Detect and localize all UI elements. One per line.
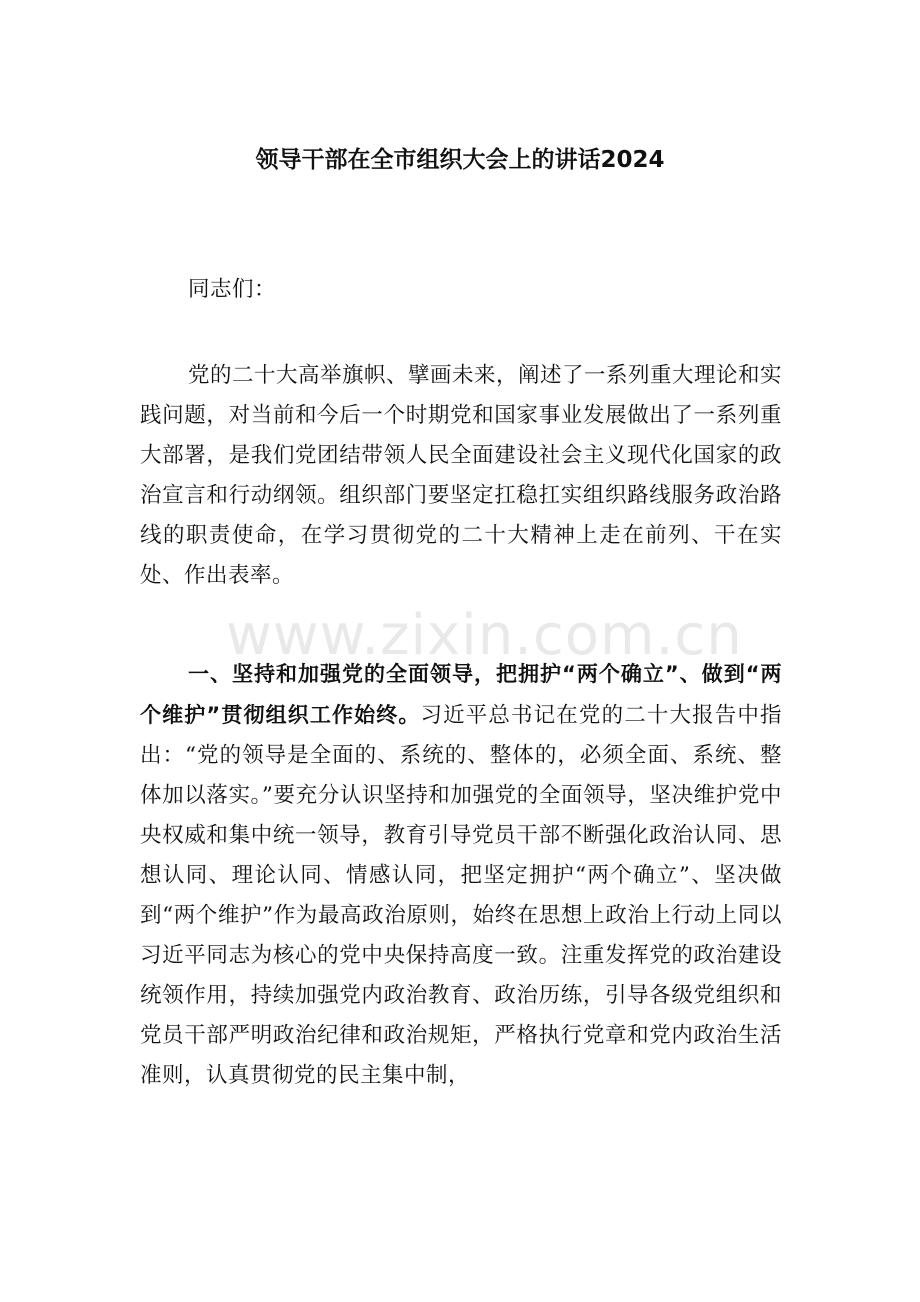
document-title: 领导干部在全市组织大会上的讲话2024 [255,147,665,173]
section-body-text: 习近平总书记在党的二十大报告中指出：“党的领导是全面的、系统的、整体的，必须全面、系统、整体加以落实。”要充分认识坚持和加强党的全面领导，坚决维护党中央权威和集中统一领导，教育引导党员干部不断强化政治认同、思想认同、理论认同、情感认同，把坚定拥护“两个确立”、坚决做到“两个维护”作为最高政治原则，始终在思想上政治上行动上同以习近平同志为核心的党中央保持高度一致。注重发挥党的政治建设统领作用，持续加强党内政治教育、政治历练，引导各级党组织和党员干部严明政治纪律和政治规矩，严格执行党章和党内政治生活准则，认真贯彻党的民主集中制， [140,703,782,1088]
salutation: 同志们： [188,277,277,302]
paragraph-intro: 党的二十大高举旗帜、擘画未来，阐述了一系列重大理论和实践问题，对当前和今后一个时期党和国家事业发展做出了一系列重大部署，是我们党团结带领人民全面建设社会主义现代化国家的政治宣言和行动纲领。组织部门要坚定扛稳扛实组织路线服务政治路线的职责使命，在学习贯彻党的二十大精神上走在前列、干在实处、作出表率。 [140,363,783,588]
section-heading: 一、坚持和加强党的全面领导，把拥护“两个确立”、做到“两个维护”贯彻组织工作始终。 [140,662,782,727]
watermark: www.zixin.com.cn [226,603,743,668]
paragraph-section-one [140,654,782,1096]
